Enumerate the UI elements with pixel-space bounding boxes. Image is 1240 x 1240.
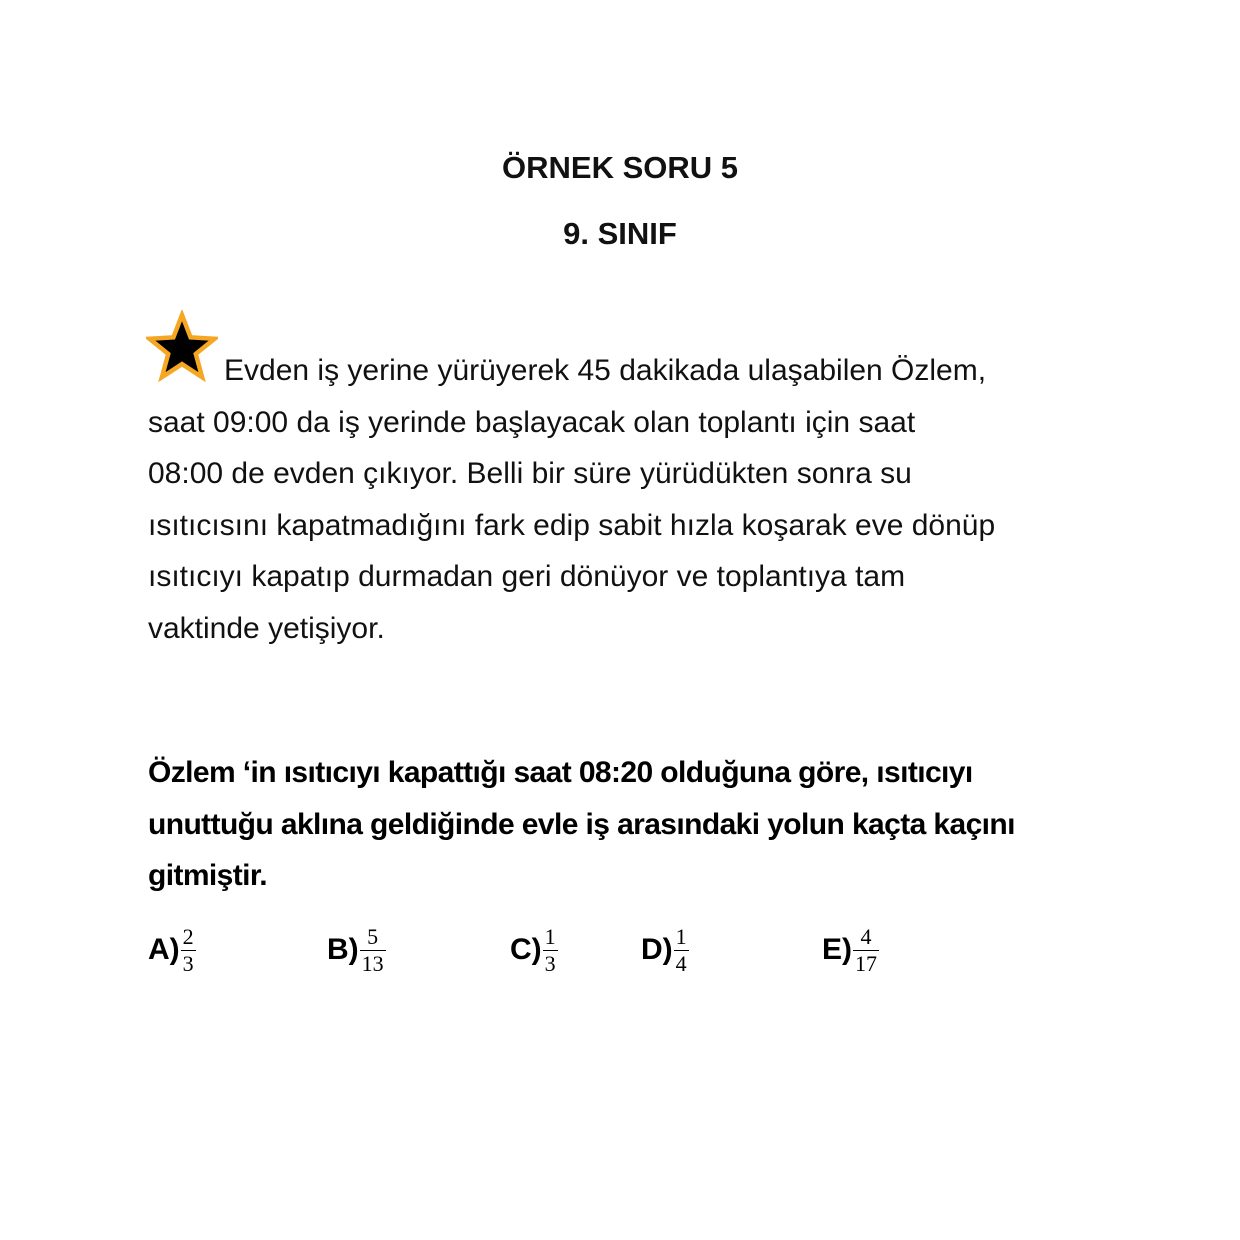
option-fraction	[543, 923, 558, 976]
option-e[interactable]	[822, 922, 879, 978]
problem-line: ısıtıcısını kapatmadığını fark edip sabit hızla koşarak eve dönüp	[148, 508, 996, 542]
option-fraction	[360, 923, 386, 976]
option-letter: C)	[510, 933, 542, 966]
option-letter: A)	[148, 933, 180, 966]
fraction-numerator: 1	[675, 923, 687, 949]
fraction-denominator: 17	[855, 950, 877, 976]
option-fraction	[853, 923, 879, 976]
question-line: gitmiştir.	[148, 859, 268, 892]
option-fraction	[674, 923, 689, 976]
fraction-numerator: 5	[367, 923, 379, 949]
grade-label: 9. SINIF	[563, 216, 677, 251]
fraction-denominator: 13	[361, 950, 384, 976]
option-letter: B)	[327, 933, 359, 966]
question-line: unuttuğu aklına geldiğinde evle iş arasındaki yolun kaçta kaçını	[148, 807, 1015, 841]
problem-line: vaktinde yetişiyor.	[148, 611, 385, 645]
page-title: ÖRNEK SORU 5	[502, 150, 738, 185]
option-letter: E)	[822, 933, 852, 966]
option-letter: D)	[641, 933, 673, 966]
fraction-numerator: 2	[182, 923, 194, 949]
problem-line: Evden iş yerine yürüyerek 45 dakikada ulaşabilen Özlem,	[224, 354, 987, 387]
question-line: Özlem ‘in ısıtıcıyı kapattığı saat 08:20 olduğuna göre, ısıtıcıyı	[148, 756, 973, 789]
option-fraction	[181, 923, 196, 976]
fraction-denominator: 4	[675, 950, 687, 976]
fraction-numerator: 4	[860, 923, 872, 949]
question-text	[148, 747, 1108, 902]
problem-line: 08:00 de evden çıkıyor. Belli bir süre yürüdükten sonra su	[148, 457, 912, 490]
option-d[interactable]	[641, 922, 689, 978]
option-b[interactable]	[327, 922, 386, 978]
option-c[interactable]	[510, 922, 558, 978]
fraction-numerator: 1	[544, 923, 556, 949]
fraction-denominator: 3	[182, 950, 194, 976]
problem-line: ısıtıcıyı kapatıp durmadan geri dönüyor ve toplantıya tam	[148, 560, 906, 593]
fraction-denominator: 3	[544, 950, 556, 976]
problem-text	[148, 345, 1108, 654]
option-a[interactable]	[148, 922, 196, 978]
problem-line: saat 09:00 da iş yerinde başlayacak olan toplantı için saat	[148, 405, 916, 439]
